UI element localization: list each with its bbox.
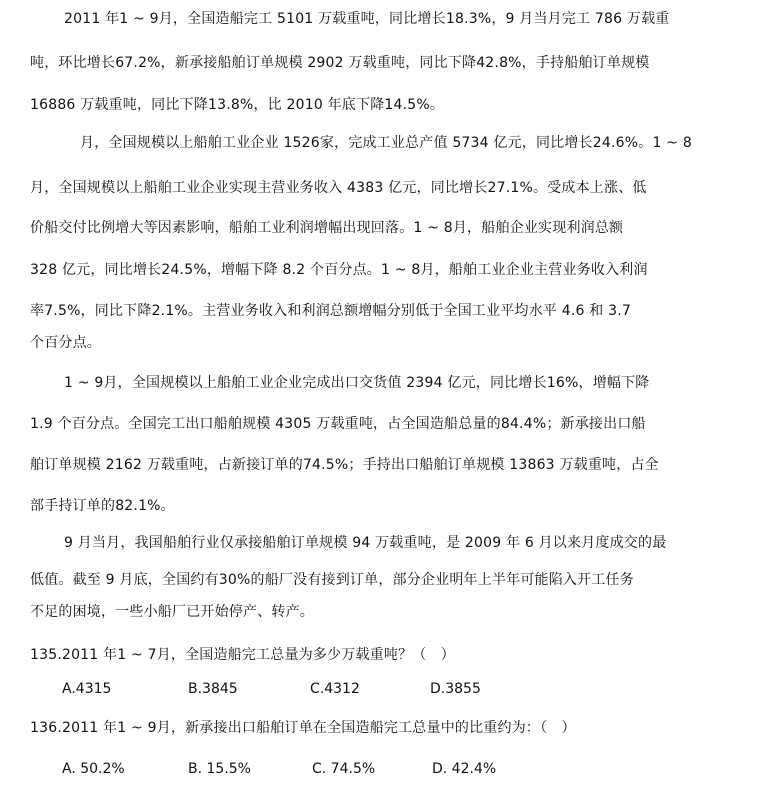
option-a: A. 50.2% [62, 761, 125, 777]
p4-line-2: 低值。截至 9 月底，全国约有30%的船厂没有接到订单，部分企业明年上半年可能陷入开工任务 [30, 572, 634, 588]
option-b: B.3845 [188, 681, 238, 697]
option-a: A.4315 [62, 681, 112, 697]
p1-line-2: 吨，环比增长67.2%，新承接船舶订单规模 2902 万载重吨，同比下降42.8%，手持船舶订单规模 [30, 55, 650, 71]
option-c: C. 74.5% [312, 761, 376, 777]
question-135-stem: 135.2011 年1 ~ 7月，全国造船完工总量为多少万载重吨？（ ） [30, 647, 455, 663]
option-d: D.3855 [430, 681, 481, 697]
p4-line-3: 不足的困境，一些小船厂已开始停产、转产。 [30, 604, 314, 620]
option-d: D. 42.4% [432, 761, 497, 777]
p2-line-6: 个百分点。 [30, 335, 101, 351]
p2-line-1: 月，全国规模以上船舶工业企业 1526家，完成工业总产值 5734 亿元，同比增长24.6%。1 ~ 8 [80, 135, 692, 151]
question-136-stem: 136.2011 年1 ~ 9月，新承接出口船舶订单在全国造船完工总量中的比重约为：（ ） [30, 720, 576, 736]
option-b: B. 15.5% [188, 761, 251, 777]
option-c: C.4312 [310, 681, 360, 697]
p1-line-1: 2011 年1 ~ 9月，全国造船完工 5101 万载重吨，同比增长18.3%，9 月当月完工 786 万载重 [64, 11, 670, 27]
p2-line-3: 价船交付比例增大等因素影响，船舶工业利润增幅出现回落。1 ~ 8月，船舶企业实现利润总额 [30, 220, 624, 236]
p3-line-2: 1.9 个百分点。全国完工出口船舶规模 4305 万载重吨，占全国造船总量的84.4%；新承接出口船 [30, 416, 646, 432]
p2-line-4: 328 亿元，同比增长24.5%，增幅下降 8.2 个百分点。1 ~ 8月，船舶工业企业主营业务收入利润 [30, 262, 648, 278]
p3-line-4: 部手持订单的82.1%。 [30, 498, 175, 514]
p2-line-5: 率7.5%，同比下降2.1%。主营业务收入和利润总额增幅分别低于全国工业平均水平 4.6 和 3.7 [30, 303, 632, 319]
p3-line-1: 1 ~ 9月，全国规模以上船舶工业企业完成出口交货值 2394 亿元，同比增长16%，增幅下降 [64, 375, 650, 391]
p2-line-2: 月，全国规模以上船舶工业企业实现主营业务收入 4383 亿元，同比增长27.1%。受成本上涨、低 [30, 180, 647, 196]
p4-line-1: 9 月当月，我国船舶行业仅承接船舶订单规模 94 万载重吨，是 2009 年 6 月以来月度成交的最 [64, 535, 667, 551]
p1-line-3: 16886 万载重吨，同比下降13.8%，比 2010 年底下降14.5%。 [30, 97, 445, 113]
p3-line-3: 舶订单规模 2162 万载重吨，占新接订单的74.5%；手持出口船舶订单规模 13863 万载重吨，占全 [30, 457, 659, 473]
